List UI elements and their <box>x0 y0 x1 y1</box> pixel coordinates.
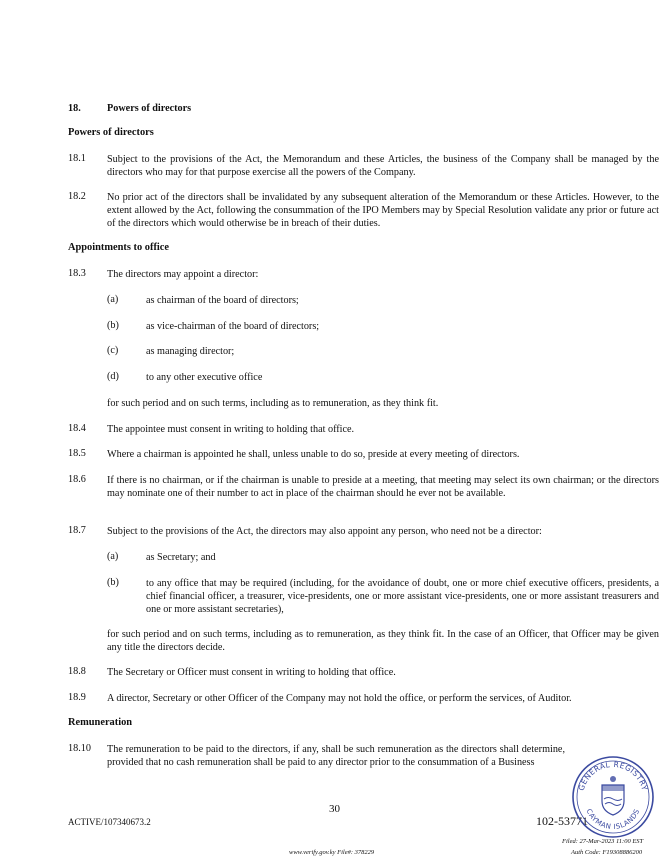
list-item-letter: (b) <box>107 577 119 588</box>
list-item-letter: (c) <box>107 345 119 356</box>
clause-text: The remuneration to be paid to the directors, if any, shall be such remuneration as the directors shall determine, provided that no cash remuneration shall be paid to any director prior to the consummation of a Business <box>107 744 565 769</box>
clause-tail: for such period and on such terms, including as to remuneration, as they think fit. In the case of an Officer, that Officer may be given any title the directors decide. <box>107 629 659 654</box>
seal-text-bottom: CAYMAN ISLANDS <box>584 807 642 832</box>
clause-number: 18.6 <box>68 474 86 485</box>
list-item-text: as vice-chairman of the board of directors; <box>146 321 320 332</box>
page-number: 30 <box>329 803 340 815</box>
clause-text: The appointee must consent in writing to holding that office. <box>107 424 355 435</box>
clause-text: Subject to the provisions of the Act, the Memorandum and these Articles, the business of the Company shall be managed by the directors who may for that purpose exercise all the powers of the Company. <box>107 154 659 179</box>
clause-number: 18.2 <box>68 191 86 202</box>
section-number: 18. <box>68 103 81 114</box>
clause-number: 18.4 <box>68 423 86 434</box>
document-reference: ACTIVE/107340673.2 <box>68 817 151 827</box>
clause-text: Subject to the provisions of the Act, the directors may also appoint any person, who need not be a director: <box>107 526 542 537</box>
registry-seal-icon <box>571 755 655 839</box>
list-item-text: to any office that may be required (including, for the avoidance of doubt, one or more chief executive officers, presidents, a chief financial officer, a treasurer, vice-presidents, one or more assistant vice-presidents, one or more assistant treasurers and one or more assistant secretaries), <box>146 578 659 616</box>
list-item-letter: (b) <box>107 320 119 331</box>
registration-number: 102-53771 <box>536 814 588 828</box>
clause-text: Where a chairman is appointed he shall, unless unable to do so, preside at every meeting of directors. <box>107 449 520 460</box>
heading-remuneration: Remuneration <box>68 717 133 728</box>
clause-number: 18.3 <box>68 268 86 279</box>
list-item-text: as chairman of the board of directors; <box>146 295 299 306</box>
clause-text: The directors may appoint a director: <box>107 269 259 280</box>
list-item-letter: (a) <box>107 551 119 562</box>
list-item-text: as Secretary; and <box>146 552 216 563</box>
filed-date: Filed: 27-Mar-2023 11:00 EST <box>562 838 644 845</box>
heading-powers: Powers of directors <box>68 127 154 138</box>
clause-number: 18.10 <box>68 743 91 754</box>
clause-text: If there is no chairman, or if the chairman is unable to preside at a meeting, that meeting may select its own chairman; or the directors may nominate one of their number to act in place of the chairman should he ever not be available. <box>107 475 659 500</box>
clause-number: 18.8 <box>68 666 86 677</box>
verify-website: www.verify.gov.ky File#: 378229 <box>289 849 375 856</box>
heading-appointments: Appointments to office <box>68 242 170 253</box>
list-item-letter: (d) <box>107 371 119 382</box>
clause-number: 18.5 <box>68 448 86 459</box>
auth-code: Auth Code: F19308886200 <box>571 849 643 856</box>
clause-text: A director, Secretary or other Officer of the Company may not hold the office, or perform the services, of Auditor. <box>107 693 572 704</box>
list-item-letter: (a) <box>107 294 119 305</box>
clause-text: No prior act of the directors shall be invalidated by any subsequent alteration of the Memorandum or these Articles. However, to the extent allowed by the Act, following the consummation of the IPO Members may by Special Resolution validate any prior or future act of the directors which would otherwise be in breach of their duties. <box>107 192 659 230</box>
clause-number: 18.9 <box>68 692 86 703</box>
seal-text-top: GENERAL REGISTRY <box>576 759 650 792</box>
list-item-text: to any other executive office <box>146 372 263 383</box>
clause-text: The Secretary or Officer must consent in writing to holding that office. <box>107 667 396 678</box>
clause-tail: for such period and on such terms, including as to remuneration, as they think fit. <box>107 398 439 409</box>
section-title: Powers of directors <box>107 103 192 114</box>
clause-number: 18.7 <box>68 525 86 536</box>
list-item-text: as managing director; <box>146 346 235 357</box>
clause-number: 18.1 <box>68 153 86 164</box>
